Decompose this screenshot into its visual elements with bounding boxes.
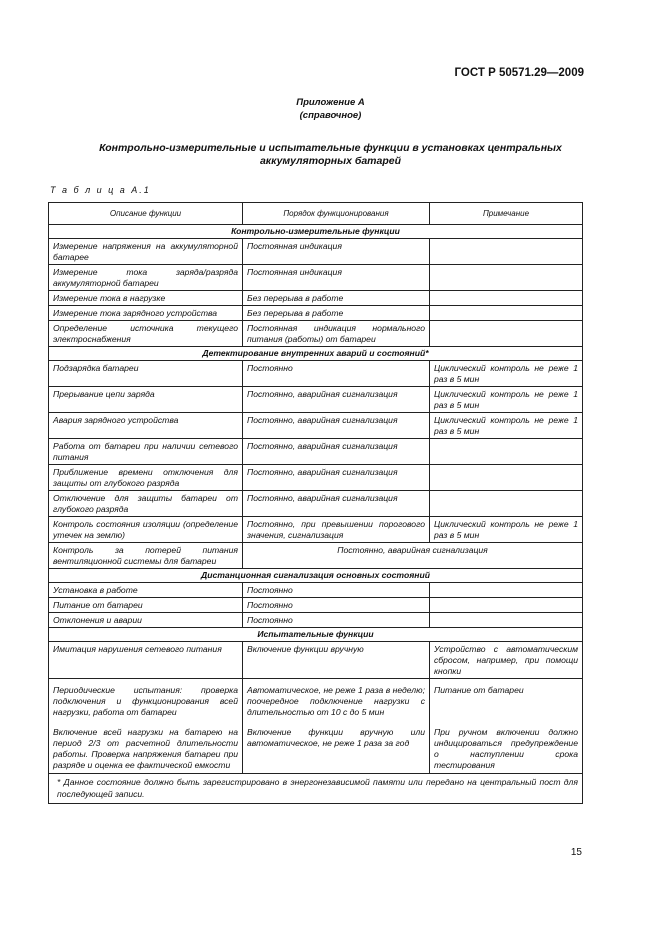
- function-note: [430, 321, 583, 347]
- function-operation: Постоянно, аварийная сигнализация: [243, 413, 430, 439]
- function-note: При ручном включении должно индицироваться предупреждение о наступлении срока тестирования: [430, 719, 583, 774]
- function-description: Отклонения и аварии: [49, 613, 243, 628]
- function-note: [430, 239, 583, 265]
- table-row: [49, 598, 583, 613]
- table-row: [49, 465, 583, 491]
- function-note: Циклический контроль не реже 1 раз в 5 мин: [430, 517, 583, 543]
- table-row: [49, 543, 583, 569]
- table-row: [49, 439, 583, 465]
- table-caption: Т а б л и ц а А.1: [50, 185, 151, 195]
- table-row: [49, 291, 583, 306]
- function-description: Отключение для защиты батареи от глубокого разряда: [49, 491, 243, 517]
- function-description: Подзарядка батареи: [49, 361, 243, 387]
- section-heading: Испытательные функции: [49, 628, 583, 642]
- function-description: Периодические испытания: проверка подключения и функционирования всей нагрузки, работа от батареи: [49, 679, 243, 720]
- function-description: Установка в работе: [49, 583, 243, 598]
- function-operation: Включение функции вручную: [243, 642, 430, 679]
- function-note: [430, 613, 583, 628]
- table-row: [49, 239, 583, 265]
- table-header-row: [49, 203, 583, 225]
- page-number: 15: [570, 847, 582, 858]
- function-note: Циклический контроль не реже 1 раз в 5 мин: [430, 361, 583, 387]
- column-header: Порядок функционирования: [243, 203, 430, 225]
- function-description: Измерение тока зарядного устройства: [49, 306, 243, 321]
- table-row: [49, 321, 583, 347]
- function-operation: Постоянно, аварийная сигнализация: [243, 543, 583, 569]
- function-note: Устройство с автоматическим сбросом, например, при помощи кнопки: [430, 642, 583, 679]
- function-note: [430, 306, 583, 321]
- table-row: [49, 413, 583, 439]
- function-operation: Постоянно: [243, 613, 430, 628]
- function-description: Включение всей нагрузки на батарею на период 2/3 от расчетной длительности работы. Проверка напряжения батареи при разряде и оценка ее фактической емкости: [49, 719, 243, 774]
- table-row: [49, 361, 583, 387]
- function-description: Прерывание цепи заряда: [49, 387, 243, 413]
- function-note: Питание от батареи: [430, 679, 583, 720]
- standard-designation: ГОСТ Р 50571.29—2009: [454, 67, 584, 79]
- function-operation: Постоянно: [243, 583, 430, 598]
- function-operation: Без перерыва в работе: [243, 306, 430, 321]
- function-description: Приближение времени отключения для защиты от глубокого разряда: [49, 465, 243, 491]
- table-row: [49, 583, 583, 598]
- function-description: Определение источника текущего электроснабжения: [49, 321, 243, 347]
- section-heading: Дистанционная сигнализация основных состояний: [49, 569, 583, 583]
- function-description: Измерение тока в нагрузке: [49, 291, 243, 306]
- function-description: Имитация нарушения сетевого питания: [49, 642, 243, 679]
- column-header: Примечание: [430, 203, 583, 225]
- function-operation: Постоянно, при превышении порогового значения, сигнализация: [243, 517, 430, 543]
- function-operation: Постоянно: [243, 361, 430, 387]
- function-operation: Постоянно, аварийная сигнализация: [243, 465, 430, 491]
- function-note: Циклический контроль не реже 1 раз в 5 мин: [430, 413, 583, 439]
- function-description: Измерение тока заряда/разряда аккумуляторной батареи: [49, 265, 243, 291]
- function-note: [430, 583, 583, 598]
- table-row: [49, 613, 583, 628]
- function-note: [430, 491, 583, 517]
- function-note: [430, 598, 583, 613]
- section-heading: Контрольно-измерительные функции: [49, 225, 583, 239]
- function-operation: Постоянно, аварийная сигнализация: [243, 491, 430, 517]
- appendix-subtitle: (справочное): [299, 110, 362, 121]
- table-row: [49, 719, 583, 774]
- table-row: [49, 387, 583, 413]
- appendix-title: Приложение А: [296, 97, 365, 108]
- function-operation: Постоянно, аварийная сигнализация: [243, 387, 430, 413]
- function-operation: Постоянная индикация: [243, 265, 430, 291]
- function-note: [430, 265, 583, 291]
- table-row: [49, 642, 583, 679]
- section-heading: Детектирование внутренних аварий и состояний*: [49, 347, 583, 361]
- function-description: Контроль за потерей питания вентиляционной системы для батареи: [49, 543, 243, 569]
- document-title: Контрольно-измерительные и испытательные функции в установках центральных аккумуляторных батарей: [99, 142, 562, 167]
- function-note: [430, 291, 583, 306]
- function-operation: Постоянно: [243, 598, 430, 613]
- table-row: [49, 306, 583, 321]
- function-note: [430, 439, 583, 465]
- function-note: Циклический контроль не реже 1 раз в 5 мин: [430, 387, 583, 413]
- function-description: Авария зарядного устройства: [49, 413, 243, 439]
- function-description: Измерение напряжения на аккумуляторной батарее: [49, 239, 243, 265]
- table-row: [49, 517, 583, 543]
- function-operation: Постоянно, аварийная сигнализация: [243, 439, 430, 465]
- table-row: [49, 265, 583, 291]
- table-footnote: * Данное состояние должно быть зарегистрировано в энергонезависимой памяти или передано на центральный пост для последующей записи.: [49, 774, 583, 804]
- function-operation: Включение функции вручную или автоматическое, не реже 1 раза за год: [243, 719, 430, 774]
- function-operation: Без перерыва в работе: [243, 291, 430, 306]
- column-header: Описание функции: [49, 203, 243, 225]
- function-note: [430, 465, 583, 491]
- table-row: [49, 679, 583, 720]
- function-description: Работа от батареи при наличии сетевого питания: [49, 439, 243, 465]
- function-description: Питание от батареи: [49, 598, 243, 613]
- function-operation: Автоматическое, не реже 1 раза в неделю; поочередное подключение нагрузки с длительностью от 10 с до 5 мин: [243, 679, 430, 720]
- function-description: Контроль состояния изоляции (определение утечек на землю): [49, 517, 243, 543]
- function-operation: Постоянная индикация нормального питания (работы) от батареи: [243, 321, 430, 347]
- table-row: [49, 491, 583, 517]
- functions-table: [48, 202, 583, 804]
- function-operation: Постоянная индикация: [243, 239, 430, 265]
